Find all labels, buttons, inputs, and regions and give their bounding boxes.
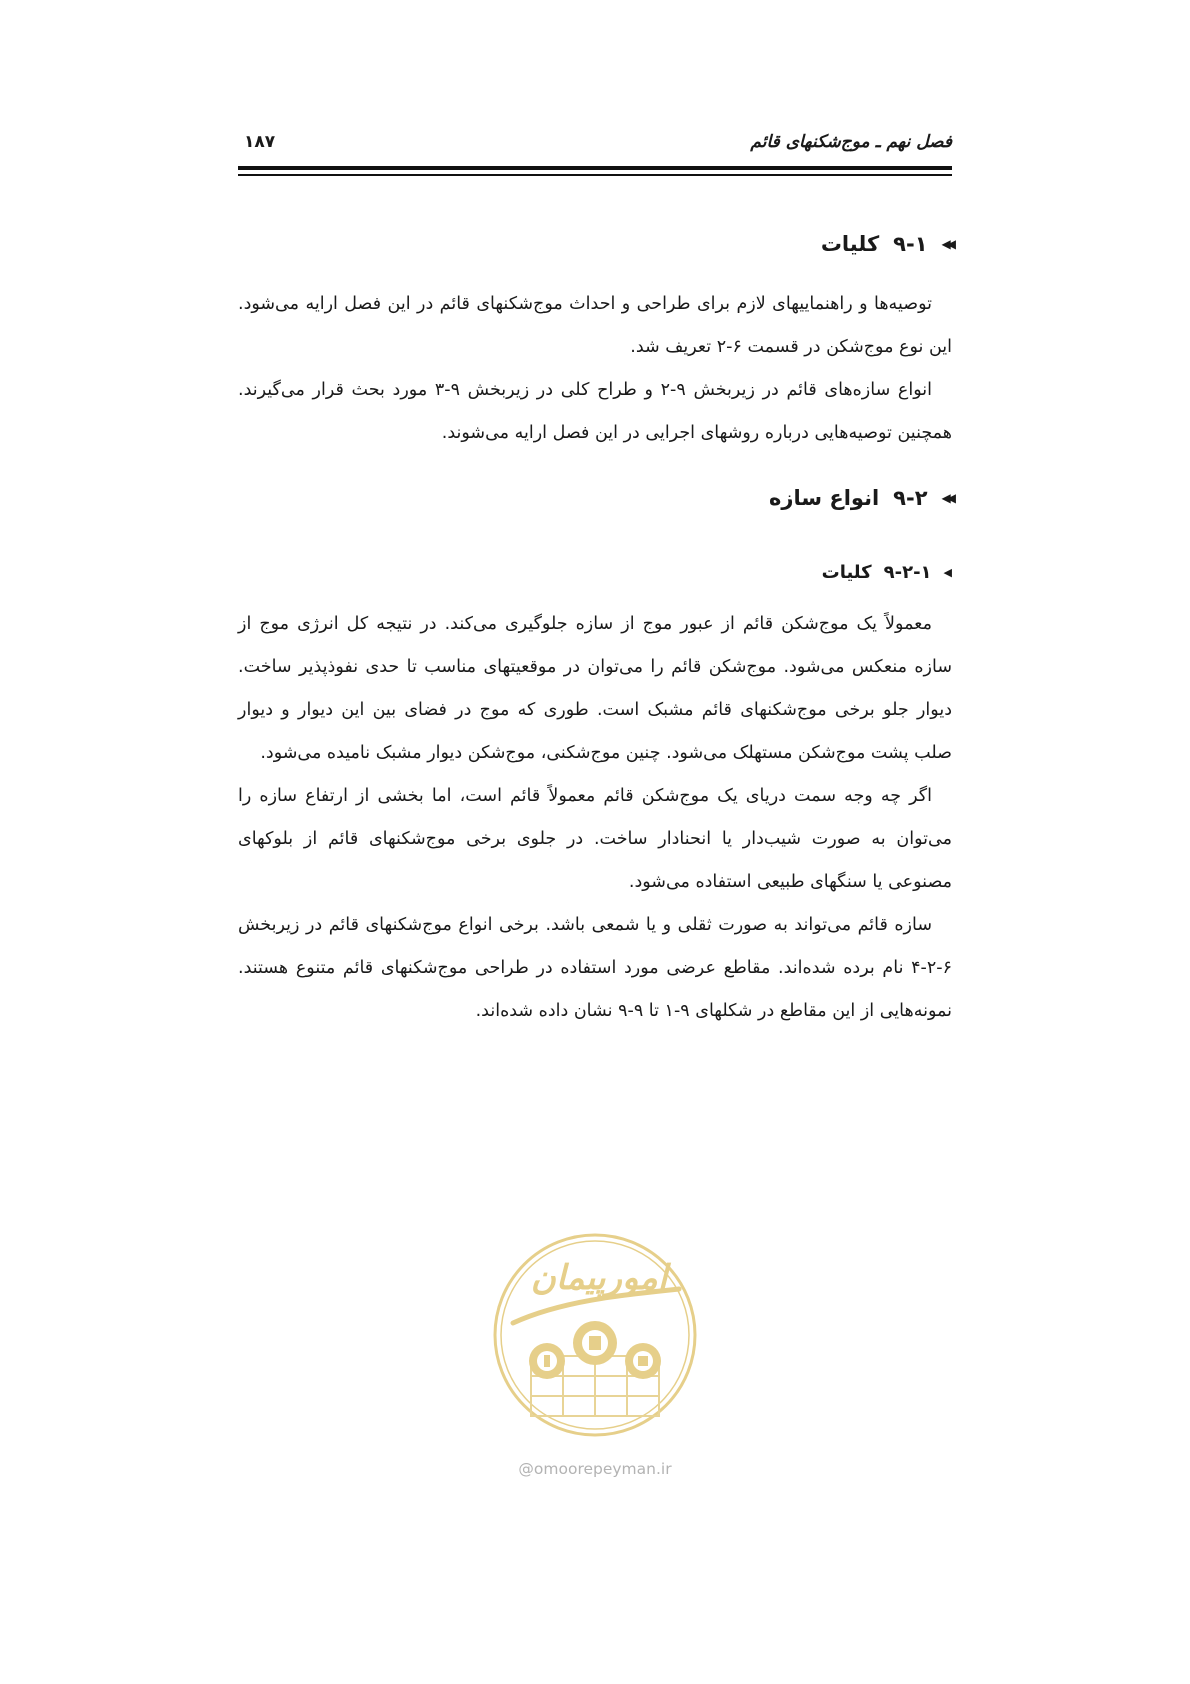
section-title: انواع سازه: [769, 486, 880, 510]
section-heading-9-1: [238, 232, 952, 256]
running-header: [238, 128, 952, 164]
arrow-icon: ◀: [943, 566, 952, 579]
section-number: ۹-۲: [893, 486, 928, 510]
page-number: ۱۸۷: [244, 132, 276, 152]
section-heading-9-2: [238, 486, 952, 510]
header-rule-thin: [238, 174, 952, 176]
subsection-title: کلیات: [821, 562, 872, 583]
subsection-heading-9-2-1: [238, 562, 952, 583]
subsection-number: ۹-۲-۱: [883, 562, 932, 583]
header-rule-thick: [238, 166, 952, 170]
svg-text:امورپیمان: امورپیمان: [530, 1258, 668, 1298]
paragraph: معمولاً یک موج‌شکن قائم از عبور موج از سازه جلوگیری می‌کند. در نتیجه کل انرژی موج از سازه منعکس می‌شود. موج‌شکن قائم را می‌توان در موقعیتهای مناسب تا حدی نفوذپذیر ساخت. دیوار جلو برخی موج‌شکنهای قائم مشبک است. طوری که موج در فضای بین این دیوار و دیوار صلب پشت موج‌شکن مستهلک می‌شود. چنین موج‌شکنی، موج‌شکن دیوار مشبک نامیده می‌شود.: [238, 614, 952, 763]
watermark-url: @omoorepeyman.ir: [518, 1460, 672, 1478]
section-number: ۹-۱: [893, 232, 928, 256]
paragraph: سازه قائم می‌تواند به صورت ثقلی و یا شمعی باشد. برخی انواع موج‌شکنهای قائم در زیربخش ۶-۲-۴ نام برده شده‌اند. مقاطع عرضی مورد استفاده در طراحی موج‌شکنهای قائم متنوع هستند. نمونه‌هایی از این مقاطع در شکلهای ۹-۱ تا ۹-۹ نشان داده شده‌اند.: [238, 915, 952, 1021]
paragraph: اگر چه وجه سمت دریای یک موج‌شکن قائم معمولاً قائم است، اما بخشی از ارتفاع سازه را می‌توان به صورت شیب‌دار یا انحنادار ساخت. در جلوی برخی موج‌شکنهای قائم از بلوکهای مصنوعی یا سنگهای طبیعی استفاده می‌شود.: [238, 786, 952, 892]
paragraph: توصیه‌ها و راهنماییهای لازم برای طراحی و احداث موج‌شکنهای قائم در این فصل ارایه می‌شود. این نوع موج‌شکن در قسمت ۶-۲ تعریف شد.: [238, 294, 952, 357]
double-arrow-icon: ◀◀: [941, 237, 952, 251]
section-title: کلیات: [820, 232, 880, 256]
watermark-logo: [491, 1231, 699, 1439]
chapter-title: فصل نهم ـ موج‌شکنهای قائم: [750, 132, 952, 152]
double-arrow-icon: ◀◀: [941, 491, 952, 505]
paragraph: انواع سازه‌های قائم در زیربخش ۹-۲ و طراح کلی در زیربخش ۹-۳ مورد بحث قرار می‌گیرند. همچنین توصیه‌هایی درباره روشهای اجرایی در این فصل ارایه می‌شوند.: [238, 380, 952, 443]
